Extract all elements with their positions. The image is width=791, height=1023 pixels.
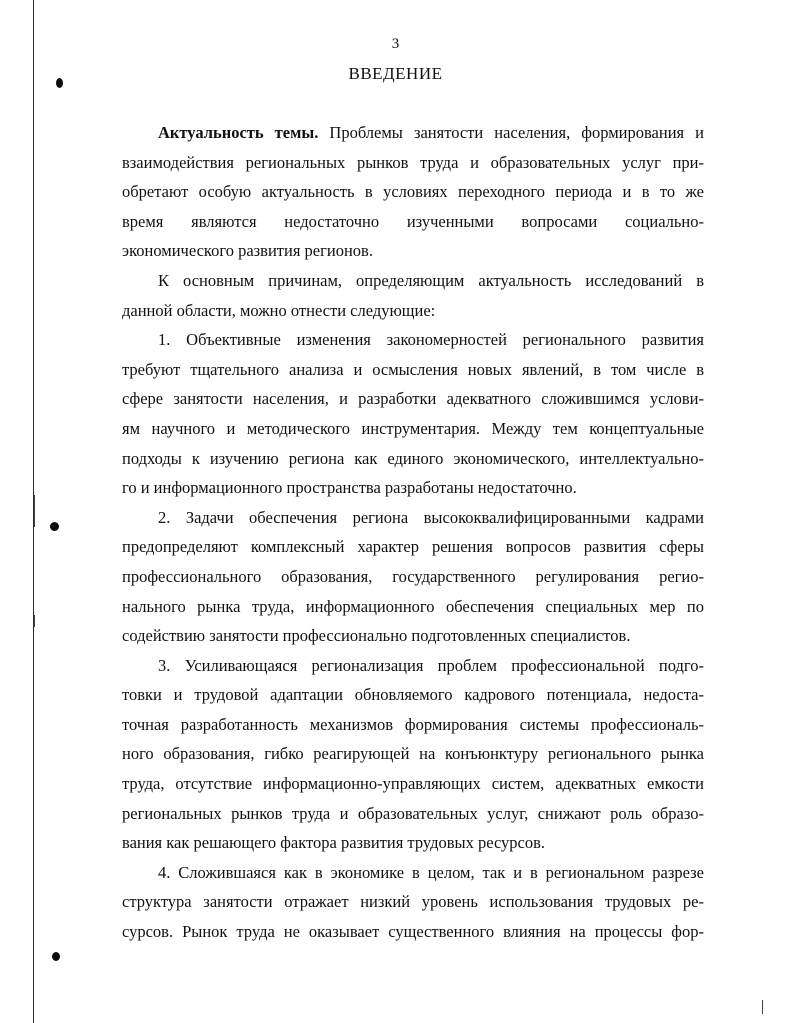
text-line: нального рынка труда, информационного обеспечения специальных мер по	[122, 596, 704, 616]
scan-tick-mark	[34, 615, 35, 627]
text-line: взаимодействия региональных рынков труда и образовательных услуг при-	[122, 152, 704, 172]
text-line: структура занятости отражает низкий уровень использования трудовых ре-	[122, 892, 704, 912]
body-text	[122, 118, 704, 947]
text-line: содействию занятости профессионально подготовленных специалистов.	[122, 626, 631, 646]
binding-hole-mark	[50, 522, 59, 531]
text-line: Актуальность темы. Проблемы занятости населения, формирования и	[158, 123, 704, 142]
text-line: ного образования, гибко реагирующей на конъюнктуру регионального рынка	[122, 744, 704, 764]
text-line: требуют тщательного анализа и осмысления новых явлений, в том числе в	[122, 359, 704, 379]
page-title: ВВЕДЕНИЕ	[348, 64, 443, 83]
relevance-heading: Актуальность темы.	[158, 123, 319, 142]
text-line: товки и трудовой адаптации обновляемого кадрового потенциала, недоста-	[122, 685, 704, 705]
text-line: вания как решающего фактора развития трудовых ресурсов.	[122, 833, 546, 853]
text-line: К основным причинам, определяющим актуальность исследований в	[158, 270, 704, 290]
text-line: труда, отсутствие информационно-управляющих систем, адекватных емкости	[122, 774, 704, 794]
text-line: экономического развития регионов.	[122, 241, 373, 261]
text-line: предопределяют комплексный характер решения вопросов развития сферы	[122, 537, 704, 557]
list-item-4: 4. Сложившаяся как в экономике в целом, так и в региональном разрезе	[158, 862, 704, 882]
text-line: время являются недостаточно изученными вопросами социально-	[122, 211, 704, 231]
scan-tick-mark	[762, 1000, 763, 1014]
text-line: профессионального образования, государственного регулирования регио-	[122, 566, 704, 586]
text-line: сфере занятости населения, и разработки адекватного сложившимся услови-	[122, 389, 704, 409]
text-line: го и информационного пространства разработаны недостаточно.	[122, 478, 577, 498]
text-line: подходы к изучению региона как единого экономического, интеллектуально-	[122, 448, 704, 468]
text-line: обретают особую актуальность в условиях переходного периода и в то же	[122, 182, 704, 202]
list-item-2: 2. Задачи обеспечения региона высококвалифицированными кадрами	[158, 507, 704, 527]
list-item-1: 1. Объективные изменения закономерностей регионального развития	[158, 330, 704, 350]
binding-hole-mark	[52, 952, 60, 961]
text-line: точная разработанность механизмов формирования системы профессиональ-	[122, 714, 704, 734]
page-number: 3	[391, 36, 400, 52]
list-item-3: 3. Усиливающаяся регионализация проблем профессиональной подго-	[158, 655, 704, 675]
text-line: ям научного и методического инструментария. Между тем концептуальные	[122, 418, 704, 438]
text-line: региональных рынков труда и образовательных услуг, снижают роль образо-	[122, 803, 704, 823]
text-line: данной области, можно отнести следующие:	[122, 300, 436, 320]
text-line: сурсов. Рынок труда не оказывает существенного влияния на процессы фор-	[122, 922, 704, 942]
scan-tick-mark	[34, 495, 35, 527]
